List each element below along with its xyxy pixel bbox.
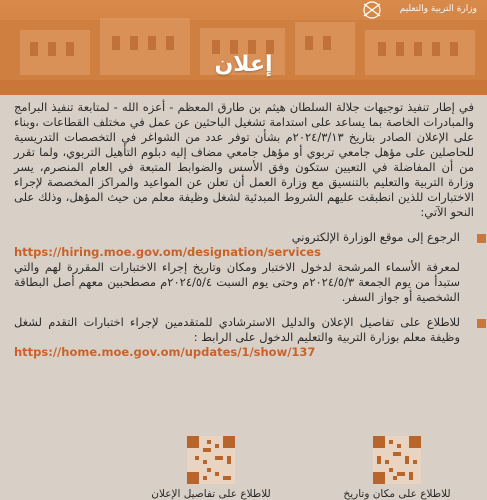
qr-block-location	[327, 436, 467, 500]
qr-caption: للاطلاع على مكان وتاريخ	[343, 488, 451, 500]
ministry-name: وزارة التربية والتعليم	[399, 4, 477, 14]
bullet-icon	[477, 234, 486, 243]
page-title: إعلان	[214, 52, 273, 77]
qr-code-icon[interactable]	[373, 436, 421, 484]
list-item-text: للاطلاع على تفاصيل الإعلان والدليل الاسترشادي للمتقدمين لإجراء اختبارات التقدم لشغل وظيفة معلم بوزارة التربية والتعليم الدخول على الرابط :	[14, 315, 460, 344]
list-item-text-after: لمعرفة الأسماء المرشحة لدخول الاختبار ومكان وتاريخ إجراء الاختبارات المقررة لهم والتي ستبدأ من يوم الجمعة ٢٠٢٤/٥/٣م وحتى يوم السبت ٢٠٢٤/٥/٤م مصطحبين معهم أصل البطاقة الشخصية أو جواز السفر.	[14, 260, 460, 304]
qr-block-details	[141, 436, 281, 500]
list-item	[14, 315, 474, 360]
announcement-body	[14, 100, 474, 370]
list-item-text: الرجوع إلى موقع الوزارة الإلكتروني	[291, 230, 460, 244]
building-illustration	[0, 0, 487, 95]
intro-paragraph: في إطار تنفيذ توجيهات جلالة السلطان هيثم بن طارق المعظم - أعزه الله - لمتابعة تنفيذ البرامج والمبادرات الخاصة بما يساعد على استدامة تشغيل الباحثين عن عمل في مختلف القطاعات ،وبناء على الإعلان الصادر بتاريخ ٢٠٢٤/٣/١٣م بشأن توفر عدد من الشواغر في التخصصات التدريسية للحاصلين على مؤهل جامعي تربوي أو مؤهل جامعي مضاف إليه دبلوم التأهيل التربوي، ولما تقرر من أن المفاضلة في التعيين ستكون وفق الأسس والضوابط المتبعة في العام المنصرم، يسر وزارة التربية والتعليم بالتنسيق مع وزارة العمل أن تعلن عن المواعيد والمراكز المخصصة لإجراء الاختبارات للذين انطبقت عليهم الشروط المبدئية لشغل وظيفة معلم من حيث المؤهل، وذلك على النحو الآتي:	[14, 100, 474, 219]
bullet-icon	[477, 319, 486, 328]
list-item	[14, 230, 474, 305]
updates-link[interactable]: https://home.moe.gov.om/updates/1/show/137	[14, 345, 316, 359]
header-banner	[0, 0, 487, 95]
qr-code-icon[interactable]	[187, 436, 235, 484]
hiring-link[interactable]: https://hiring.moe.gov.om/designation/services	[14, 245, 321, 259]
emblem-icon	[355, 0, 389, 22]
qr-caption: للاطلاع على تفاصيل الإعلان	[151, 488, 271, 500]
